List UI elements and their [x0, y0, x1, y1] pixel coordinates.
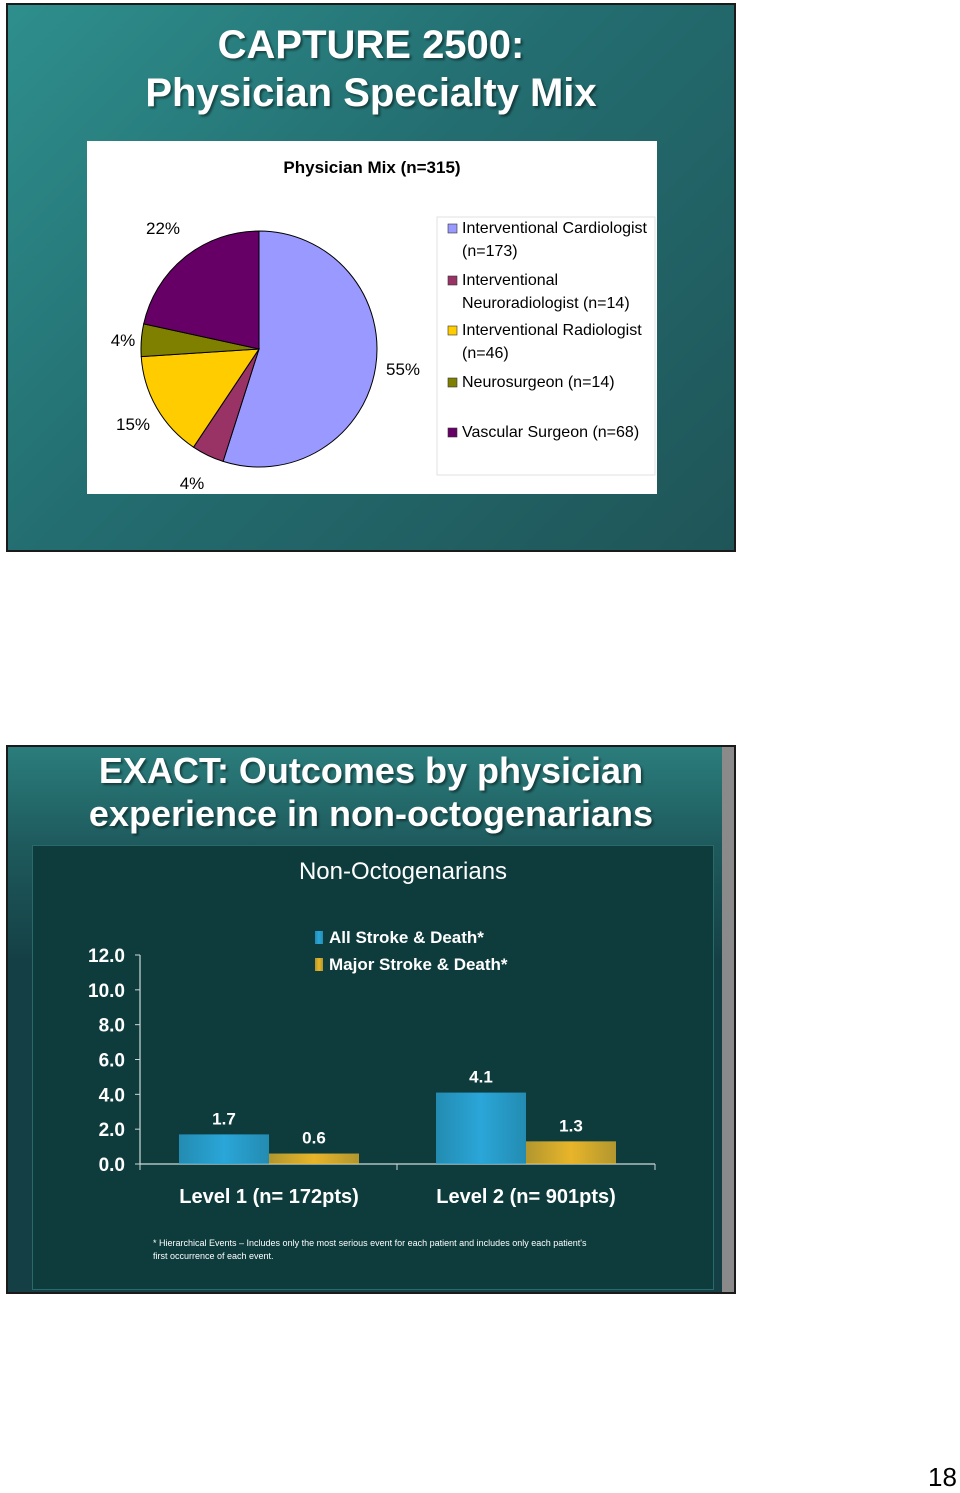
pie-legend-swatch [448, 428, 457, 437]
page-number: 18 [928, 1462, 957, 1492]
y-tick-label: 12.0 [88, 946, 125, 967]
pie-legend-label: Interventional [462, 272, 559, 289]
slide-title-line2: Physician Specialty Mix [145, 71, 597, 115]
slide-title [8, 749, 734, 835]
bar [526, 1141, 616, 1164]
pie-percent-label: 55% [385, 360, 421, 379]
pie-legend-label: (n=173) [462, 243, 518, 260]
pie-legend-swatch [448, 326, 457, 335]
bar-chart-panel [32, 845, 714, 1290]
bar-legend [315, 928, 508, 974]
bar-chart [33, 846, 713, 1289]
pie-legend-label: Interventional Radiologist [462, 322, 642, 339]
pie-legend-label: Neurosurgeon (n=14) [462, 374, 615, 391]
slide-title-line1: CAPTURE 2500: [217, 23, 525, 67]
slide-title [8, 21, 734, 117]
pie-chart-panel [87, 141, 657, 494]
pie-legend-swatch [448, 378, 457, 387]
x-category-label: Level 2 (n= 901pts) [436, 1186, 616, 1208]
pie-percent-label: 4% [179, 474, 205, 493]
bar-value-label: 4.1 [469, 1067, 493, 1087]
bar-chart-title: Non-Octogenarians [298, 858, 508, 885]
pie-legend-label: (n=46) [462, 345, 509, 362]
bar [436, 1093, 526, 1164]
bar-legend-swatch [315, 958, 323, 971]
bar [269, 1154, 359, 1164]
pie-legend-label: Interventional Cardiologist [462, 220, 647, 237]
slide-capture-2500 [6, 3, 736, 552]
slide-title-line1: EXACT: Outcomes by physician [98, 750, 644, 791]
footnote-line2: first occurrence of each event. [153, 1251, 274, 1261]
pie-percent-label: 22% [145, 219, 181, 238]
slide-exact-outcomes [6, 745, 736, 1294]
bar-value-label: 0.6 [302, 1128, 326, 1148]
y-tick-label: 10.0 [88, 980, 125, 1002]
y-tick-label: 6.0 [98, 1050, 125, 1072]
pie-percent-label: 15% [115, 415, 151, 434]
y-tick-label: 2.0 [98, 1120, 125, 1142]
bar-legend-label: All Stroke & Death* [329, 928, 484, 947]
footnote-line1: * Hierarchical Events – Includes only the most serious event for each patient and includes only each patient's [153, 1238, 587, 1248]
pie-legend-label: Vascular Surgeon (n=68) [462, 424, 640, 441]
bar-legend-label: Major Stroke & Death* [329, 955, 508, 974]
pie-legend-swatch [448, 276, 457, 285]
pie-title: Physician Mix (n=315) [283, 158, 461, 177]
slide-title-line2: experience in non-octogenarians [88, 793, 654, 835]
bar-value-label: 1.7 [212, 1109, 236, 1129]
x-category-label: Level 1 (n= 172pts) [179, 1186, 359, 1208]
y-tick-label: 4.0 [98, 1085, 125, 1107]
bar-value-label: 1.3 [559, 1116, 583, 1136]
y-tick-label: 8.0 [98, 1015, 125, 1037]
y-tick-label: 0.0 [98, 1155, 125, 1176]
pie-chart [87, 141, 657, 494]
bar-legend-swatch [315, 931, 323, 944]
pie-legend-swatch [448, 224, 457, 233]
pie-legend-label: Neuroradiologist (n=14) [462, 295, 630, 312]
pie-legend [437, 217, 655, 475]
bar [179, 1134, 269, 1164]
pie-percent-label: 4% [110, 331, 136, 350]
